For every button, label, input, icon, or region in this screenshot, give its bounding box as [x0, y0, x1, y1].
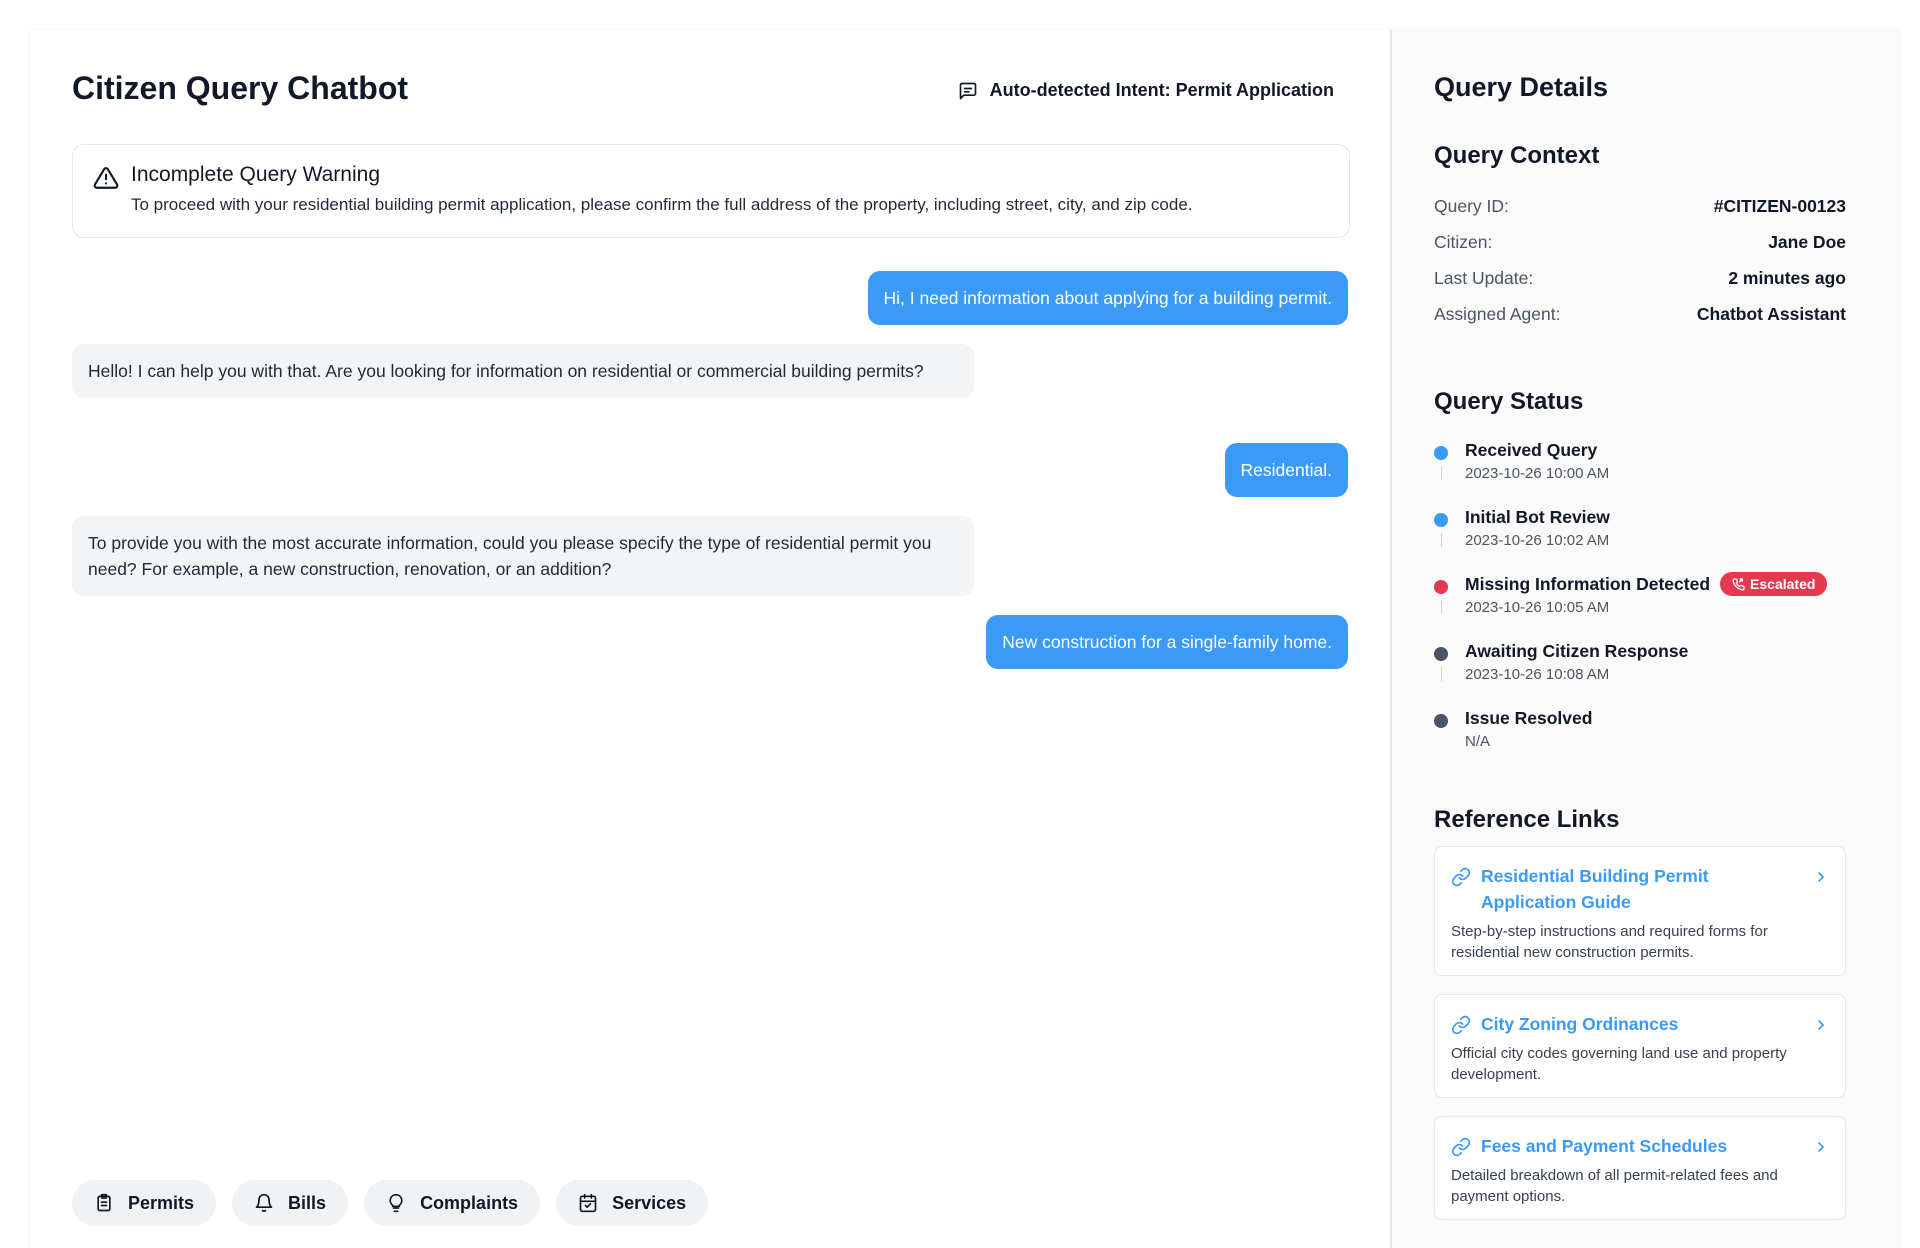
incomplete-query-warning — [72, 144, 1350, 238]
reference-link-description: Detailed breakdown of all permit-related fees and payment options. — [1451, 1167, 1778, 1205]
reference-link-header — [1451, 863, 1829, 915]
link-icon — [1451, 867, 1471, 887]
user-message: Hi, I need information about applying for a building permit. — [868, 271, 1348, 325]
quick-action-services[interactable] — [556, 1180, 708, 1226]
status-dot — [1434, 714, 1448, 728]
reference-link-description: Step-by-step instructions and required forms for residential new construction permits. — [1451, 923, 1768, 961]
reference-link-card[interactable] — [1434, 846, 1846, 976]
timeline-connector — [1441, 466, 1443, 480]
reference-link-title[interactable]: Residential Building Permit Application Guide — [1481, 866, 1709, 912]
context-row-citizen — [1434, 232, 1846, 253]
chat-panel — [30, 30, 1392, 1248]
badge-label: Escalated — [1750, 576, 1816, 592]
status-time: 2023-10-26 10:00 AM — [1465, 465, 1610, 482]
status-name: Received Query — [1465, 439, 1598, 460]
context-row-query-id — [1434, 196, 1846, 217]
query-status-title: Query Status — [1434, 388, 1584, 415]
context-value: Chatbot Assistant — [1696, 304, 1846, 324]
context-value: Jane Doe — [1768, 232, 1846, 252]
status-time: 2023-10-26 10:02 AM — [1465, 532, 1610, 549]
query-details-panel — [1392, 30, 1900, 1248]
status-name-row — [1465, 572, 1854, 596]
quick-action-label: Permits — [128, 1192, 195, 1213]
status-time: 2023-10-26 10:08 AM — [1465, 666, 1610, 683]
intent-label: Auto-detected Intent: Permit Application — [989, 80, 1334, 100]
quick-action-label: Complaints — [420, 1192, 519, 1213]
reference-link-card[interactable] — [1434, 1116, 1846, 1220]
phone-forward-icon — [1732, 578, 1745, 591]
message-square-icon — [958, 81, 978, 101]
quick-action-complaints[interactable] — [364, 1180, 540, 1226]
quick-action-label: Bills — [288, 1192, 327, 1213]
status-dot — [1434, 580, 1448, 594]
timeline-connector — [1441, 667, 1443, 681]
status-name: Issue Resolved — [1465, 707, 1593, 728]
reference-link-title[interactable]: Fees and Payment Schedules — [1481, 1136, 1728, 1156]
status-name: Missing Information Detected — [1465, 573, 1711, 594]
warning-title: Incomplete Query Warning — [131, 163, 380, 186]
user-message: New construction for a single-family home. — [986, 615, 1348, 669]
alert-triangle-icon — [93, 165, 119, 191]
bot-message: To provide you with the most accurate information, could you please specify the type of residential permit you need? For example, a new construction, renovation, or an addition? — [72, 516, 974, 596]
escalated-badge — [1720, 572, 1827, 596]
quick-action-permits[interactable] — [72, 1180, 216, 1226]
warning-text: To proceed with your residential building permit application, please confirm the full address of the property, including street, city, and zip code. — [131, 195, 1193, 214]
chevron-right-icon — [1813, 869, 1829, 885]
quick-action-bills[interactable] — [232, 1180, 348, 1226]
chevron-right-icon — [1813, 1139, 1829, 1155]
clipboard-icon — [94, 1193, 114, 1213]
user-message: Residential. — [1225, 443, 1348, 497]
reference-link-card[interactable] — [1434, 994, 1846, 1098]
context-key: Query ID: — [1434, 196, 1509, 216]
context-row-assigned-agent — [1434, 304, 1846, 325]
reference-link-description: Official city codes governing land use and property development. — [1451, 1045, 1787, 1083]
calendar-icon — [578, 1193, 598, 1213]
context-key: Assigned Agent: — [1434, 304, 1561, 324]
timeline-item — [1434, 706, 1854, 773]
context-key: Citizen: — [1434, 232, 1493, 252]
context-key: Last Update: — [1434, 268, 1534, 288]
link-icon — [1451, 1015, 1471, 1035]
status-dot — [1434, 647, 1448, 661]
bot-message: Hello! I can help you with that. Are you looking for information on residential or commercial building permits? — [72, 344, 974, 398]
timeline-connector — [1441, 600, 1443, 614]
reference-links-title: Reference Links — [1434, 806, 1620, 833]
page-title: Citizen Query Chatbot — [72, 70, 409, 106]
status-dot — [1434, 446, 1448, 460]
link-icon — [1451, 1137, 1471, 1157]
status-dot — [1434, 513, 1448, 527]
lightbulb-icon — [386, 1193, 406, 1213]
context-value: 2 minutes ago — [1728, 268, 1846, 288]
reference-link-title[interactable]: City Zoning Ordinances — [1481, 1014, 1679, 1034]
bell-icon — [254, 1193, 274, 1213]
status-time: N/A — [1465, 733, 1491, 750]
status-name: Awaiting Citizen Response — [1465, 640, 1689, 661]
reference-link-header — [1451, 1011, 1829, 1037]
timeline-item — [1434, 572, 1854, 639]
status-time: 2023-10-26 10:05 AM — [1465, 599, 1610, 616]
quick-actions — [72, 1180, 708, 1226]
status-name: Initial Bot Review — [1465, 506, 1610, 527]
context-value: #CITIZEN-00123 — [1713, 196, 1846, 216]
reference-link-header — [1451, 1133, 1829, 1159]
timeline-connector — [1441, 533, 1443, 547]
chevron-right-icon — [1813, 1017, 1829, 1033]
status-timeline — [1434, 438, 1854, 773]
intent-indicator — [958, 80, 1334, 101]
query-context-title: Query Context — [1434, 142, 1600, 169]
timeline-item — [1434, 639, 1854, 706]
quick-action-label: Services — [612, 1192, 687, 1213]
timeline-item — [1434, 505, 1854, 572]
details-title: Query Details — [1434, 72, 1609, 102]
context-row-last-update — [1434, 268, 1846, 289]
app-window — [30, 30, 1900, 1248]
timeline-item — [1434, 438, 1854, 505]
